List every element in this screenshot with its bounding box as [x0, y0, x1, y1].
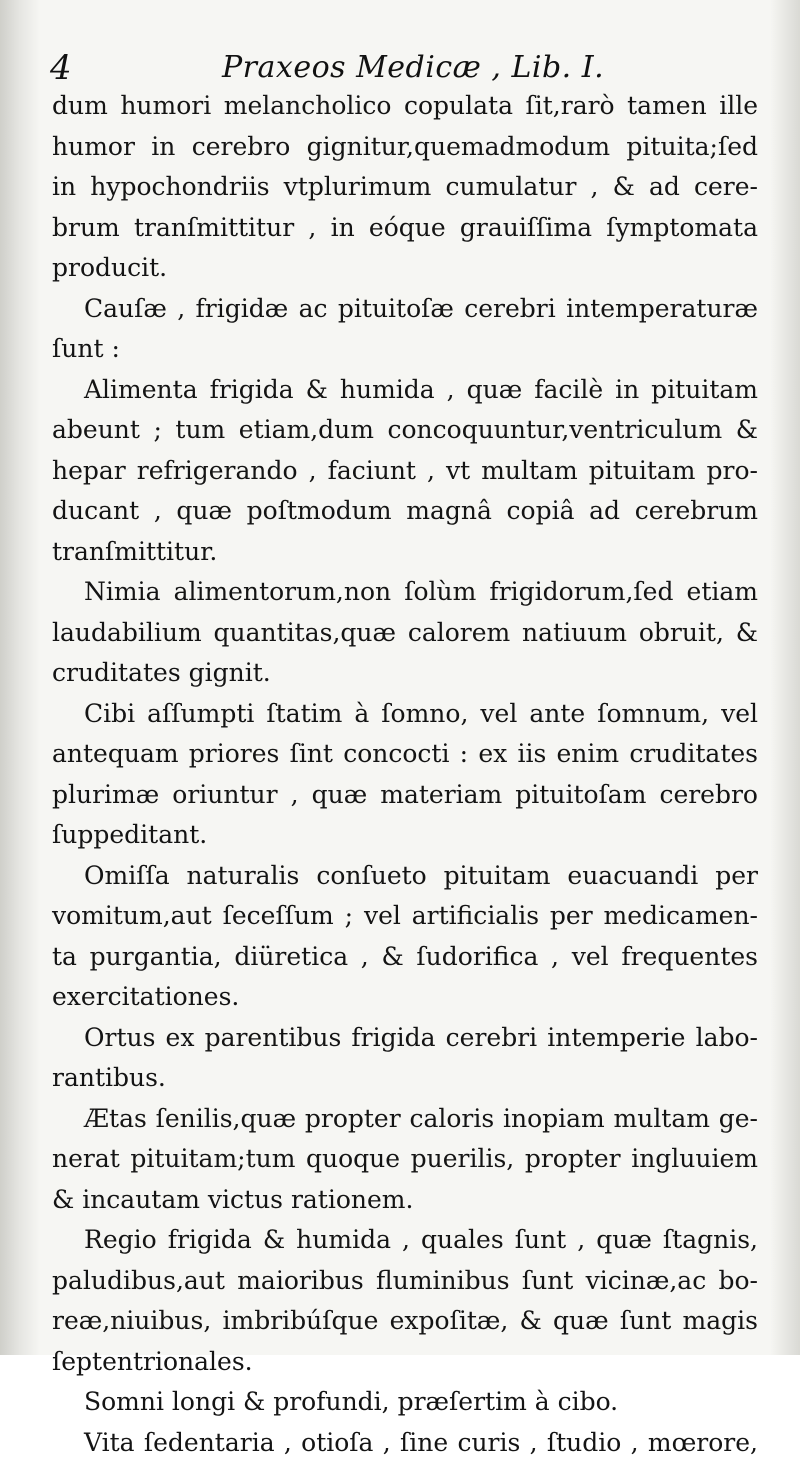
text-line: ta purgantia, diüretica , & ſudorifica , vel frequentes [52, 937, 758, 978]
text-line: ducant , quæ poſtmodum magnâ copiâ ad cerebrum [52, 491, 758, 532]
text-line: paludibus,aut maioribus fluminibus ſunt vicinæ,ac bo- [52, 1261, 758, 1302]
page-number: 4 [50, 48, 72, 88]
text-line: humor in cerebro gignitur,quemadmodum pituita;ſed [52, 127, 758, 168]
text-line: laudabilium quantitas,quæ calorem natiuum obruit, & [52, 613, 758, 654]
text-line: in hypochondriis vtplurimum cumulatur , & ad cere- [52, 167, 758, 208]
running-header [50, 48, 610, 90]
text-line: reæ,niuibus, imbribúſque expoſitæ, & quæ ſunt magis [52, 1301, 758, 1342]
text-line: Nimia alimentorum,non ſolùm frigidorum,ſed etiam [52, 572, 758, 613]
text-line: hepar refrigerando , faciunt , vt multam pituitam pro- [52, 451, 758, 492]
text-line: producit. [52, 248, 758, 289]
text-line: Omiſſa naturalis conſueto pituitam euacuandi per [52, 856, 758, 897]
text-line: nerat pituitam;tum quoque puerilis, propter ingluuiem [52, 1139, 758, 1180]
page-gutter-shadow [0, 0, 40, 1355]
text-line: plurimæ oriuntur , quæ materiam pituitoſam cerebro [52, 775, 758, 816]
text-line: tranſmittitur. [52, 532, 758, 573]
page-edge-shadow [770, 0, 800, 1355]
text-line: & incautam victus rationem. [52, 1180, 758, 1221]
text-line: exercitationes. [52, 977, 758, 1018]
text-line: Vita ſedentaria , otioſa , ſine curis , ſtudio , mœrore, [52, 1423, 758, 1463]
text-line: vomitum,aut ſeceſſum ; vel artificialis per medicamen- [52, 896, 758, 937]
text-line: rantibus. [52, 1058, 758, 1099]
text-line: ſuppeditant. [52, 815, 758, 856]
text-line: cruditates gignit. [52, 653, 758, 694]
text-line: ſeptentrionales. [52, 1342, 758, 1383]
text-line: dum humori melancholico copulata ſit,rarò tamen ille [52, 86, 758, 127]
text-line: Alimenta frigida & humida , quæ facilè in pituitam [52, 370, 758, 411]
text-line: antequam priores ſint concocti : ex iis enim cruditates [52, 734, 758, 775]
text-line: brum tranſmittitur , in eóque grauiſſima ſymptomata [52, 208, 758, 249]
text-line: Regio frigida & humida , quales ſunt , quæ ſtagnis, [52, 1220, 758, 1261]
text-line: Ætas ſenilis,quæ propter caloris inopiam multam ge- [52, 1099, 758, 1140]
text-line: Cauſæ , frigidæ ac pituitoſæ cerebri intemperaturæ [52, 289, 758, 330]
text-line: Cibi aſſumpti ſtatim à ſomno, vel ante ſomnum, vel [52, 694, 758, 735]
body-text [52, 86, 758, 1463]
text-line: ſunt : [52, 329, 758, 370]
text-line: abeunt ; tum etiam,dum concoquuntur,ventriculum & [52, 410, 758, 451]
text-line: Ortus ex parentibus frigida cerebri intemperie labo- [52, 1018, 758, 1059]
text-line: Somni longi & profundi, præſertim à cibo. [52, 1382, 758, 1423]
running-title: Praxeos Medicæ , Lib. I. [222, 50, 604, 85]
